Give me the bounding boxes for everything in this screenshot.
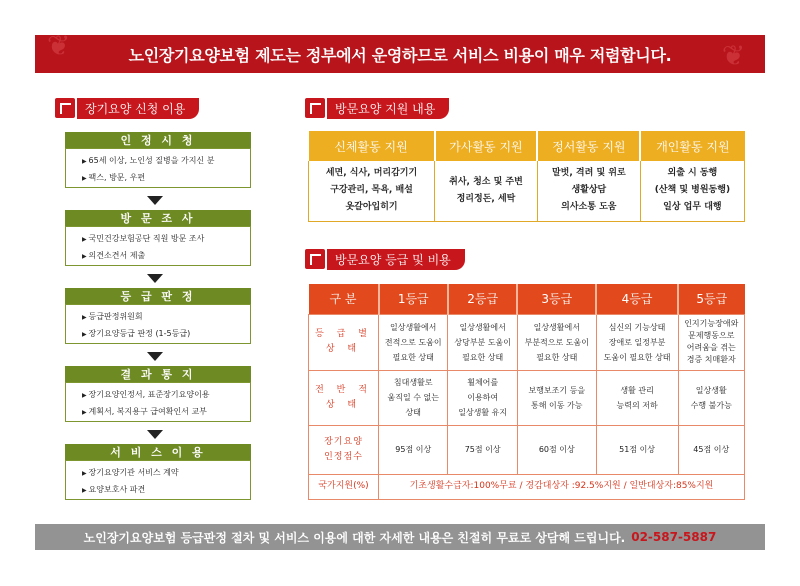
flow-step-box bbox=[65, 460, 251, 500]
grades-header: 5등급 bbox=[678, 284, 744, 314]
grades-header: 1등급 bbox=[379, 284, 448, 314]
fund-value: 기초생활수급자:100%무료 / 경감대상자 :92.5%지원 / 일반대상자:85%지원 bbox=[379, 474, 745, 499]
cell-line: 일상생활 bbox=[695, 385, 727, 395]
flow-item: ▶ 의견소견서 제출 bbox=[82, 248, 244, 265]
services-cell bbox=[537, 161, 640, 221]
services-line: 의사소통 도움 bbox=[561, 202, 617, 213]
services-table bbox=[308, 131, 745, 222]
cell-line: 생활 관리 bbox=[620, 385, 654, 395]
row-label-line: 장기요양 bbox=[324, 436, 363, 447]
cell-line: 필요한 상태 bbox=[392, 352, 434, 362]
brand-logo-icon bbox=[305, 98, 325, 118]
grades-cell: 75점 이상 bbox=[448, 425, 517, 474]
services-header: 가사활동 지원 bbox=[435, 131, 538, 161]
grades-row-label bbox=[309, 425, 379, 474]
cell-line: 일상생활에서 bbox=[533, 322, 580, 332]
cell-line: 심신의 기능상태 bbox=[608, 322, 666, 332]
services-line: 생활상담 bbox=[571, 185, 607, 196]
cell-line: 일상생활 유지 bbox=[458, 408, 508, 417]
services-line: 일상 업무 대행 bbox=[663, 202, 722, 213]
cell-line: 장애로 일정부분 bbox=[608, 337, 666, 347]
grades-cell bbox=[678, 370, 744, 425]
services-line: 취사, 청소 및 주변 bbox=[449, 176, 523, 187]
cell-line: 일상생활에서 bbox=[459, 322, 506, 332]
services-line: 정리정돈, 세탁 bbox=[456, 193, 516, 204]
leaf-decoration-icon: ❦ bbox=[47, 35, 71, 62]
grades-header: 2등급 bbox=[448, 284, 517, 314]
flow-item: ▶ 국민건강보험공단 직원 방문 조사 bbox=[82, 231, 244, 248]
flow-item: ▶ 팩스, 방문, 우편 bbox=[82, 170, 244, 187]
grades-cell bbox=[517, 370, 596, 425]
cell-line: 문제행동으로 bbox=[688, 331, 735, 340]
brand-logo-icon bbox=[55, 98, 75, 118]
cell-line: 부분적으로 도움이 bbox=[524, 337, 589, 347]
section-head-apply bbox=[55, 99, 199, 117]
section-title: 장기요양 신청 이용 bbox=[77, 98, 199, 119]
cell-line: 움직일 수 없는 bbox=[387, 393, 439, 402]
footer-banner bbox=[35, 524, 765, 550]
flow-item: ▶ 장기요양인정서, 표준장기요양이용 bbox=[82, 387, 244, 404]
flow-step-box bbox=[65, 304, 251, 344]
flow-step-title: 서 비 스 이 용 bbox=[65, 444, 251, 460]
cell-line: 도움이 필요한 상태 bbox=[603, 352, 671, 362]
row-label-line: 전 반 적 bbox=[315, 384, 372, 395]
cell-line: 필요한 상태 bbox=[462, 352, 504, 362]
down-arrow-icon bbox=[147, 196, 163, 205]
leaf-decoration-icon: ❦ bbox=[721, 39, 745, 72]
services-line: 외출 시 동행 bbox=[667, 168, 718, 179]
cell-line: 이용하여 bbox=[467, 393, 499, 402]
row-label-line: 등 급 별 bbox=[315, 329, 372, 339]
cell-line: 통해 이동 가능 bbox=[531, 400, 583, 410]
cell-line: 필요한 상태 bbox=[536, 352, 578, 362]
fund-label: 국가지원(%) bbox=[309, 474, 379, 499]
services-line: 세면, 식사, 머리감기기 bbox=[325, 168, 418, 179]
services-header: 신체활동 지원 bbox=[309, 131, 435, 161]
grades-cell bbox=[448, 314, 517, 370]
services-line: 말벗, 격려 및 위로 bbox=[551, 168, 626, 179]
grades-header: 4등급 bbox=[596, 284, 678, 314]
flow-item: ▶ 장기요양기관 서비스 계약 bbox=[82, 465, 244, 482]
cell-line: 휠체어를 bbox=[467, 378, 499, 387]
services-header: 개인활동 지원 bbox=[640, 131, 744, 161]
services-line: 구강관리, 목욕, 배설 bbox=[330, 185, 413, 196]
services-header: 정서활동 지원 bbox=[537, 131, 640, 161]
grades-header: 구 분 bbox=[309, 284, 379, 314]
services-cell bbox=[435, 161, 538, 221]
grades-row-label bbox=[309, 314, 379, 370]
cell-line: 전적으로 도움이 bbox=[384, 337, 442, 347]
grades-cell bbox=[379, 370, 448, 425]
section-head-services bbox=[305, 99, 449, 117]
grades-cell: 60점 이상 bbox=[517, 425, 596, 474]
flow-step-box bbox=[65, 226, 251, 266]
down-arrow-icon bbox=[147, 352, 163, 361]
section-title: 방문요양 등급 및 비용 bbox=[327, 249, 465, 270]
cell-line: 어려움을 겪는 bbox=[686, 343, 736, 352]
services-line: (산책 및 병원동행) bbox=[654, 185, 731, 196]
services-cell bbox=[640, 161, 744, 221]
cell-line: 침대생활로 bbox=[393, 378, 433, 387]
flow-item: ▶ 65세 이상, 노인성 질병을 가지신 분 bbox=[82, 153, 244, 170]
cell-line: 능력의 저하 bbox=[616, 400, 658, 410]
flow-item: ▶ 장기요양등급 판정 (1-5등급) bbox=[82, 326, 244, 343]
services-line: 옷갈아입히기 bbox=[345, 202, 398, 213]
flow-step-title: 결 과 통 지 bbox=[65, 366, 251, 382]
footer-phone[interactable]: 02-587-5887 bbox=[631, 530, 717, 544]
top-banner bbox=[35, 35, 765, 73]
grades-table bbox=[308, 284, 745, 500]
down-arrow-icon bbox=[147, 430, 163, 439]
row-label-line: 인정점수 bbox=[324, 451, 363, 462]
flow-step-box bbox=[65, 382, 251, 422]
flow-step-title: 방 문 조 사 bbox=[65, 210, 251, 226]
footer-text: 노인장기요양보험 등급판정 절차 및 서비스 이용에 대한 자세한 내용은 친절히 무료로 상담해 드립니다. bbox=[83, 530, 626, 545]
flow-step-title: 등 급 판 정 bbox=[65, 288, 251, 304]
section-title: 방문요양 지원 내용 bbox=[327, 98, 449, 119]
grades-header: 3등급 bbox=[517, 284, 596, 314]
cell-line: 일상생활에서 bbox=[390, 322, 437, 332]
section-head-grades bbox=[305, 250, 465, 268]
cell-line: 상당부분 도움이 bbox=[454, 337, 511, 347]
grades-cell bbox=[448, 370, 517, 425]
grades-cell: 95점 이상 bbox=[379, 425, 448, 474]
cell-line: 인지기능장애와 bbox=[684, 319, 739, 328]
grades-cell bbox=[517, 314, 596, 370]
flow-item: ▶ 계획서, 복지용구 급여확인서 교부 bbox=[82, 404, 244, 421]
grades-cell bbox=[379, 314, 448, 370]
grades-cell: 51점 이상 bbox=[596, 425, 678, 474]
grades-cell bbox=[596, 370, 678, 425]
down-arrow-icon bbox=[147, 274, 163, 283]
flow-step-box bbox=[65, 148, 251, 188]
services-cell bbox=[309, 161, 435, 221]
brand-logo-icon bbox=[305, 249, 325, 269]
grades-cell bbox=[596, 314, 678, 370]
grades-cell: 45점 이상 bbox=[678, 425, 744, 474]
banner-title: 노인장기요양보험 제도는 정부에서 운영하므로 서비스 비용이 매우 저렴합니다. bbox=[128, 45, 672, 65]
grades-row-label bbox=[309, 370, 379, 425]
flow-item: ▶ 등급판정위원회 bbox=[82, 309, 244, 326]
flow-item: ▶ 요양보호사 파견 bbox=[82, 482, 244, 499]
cell-line: 보행보조기 등을 bbox=[528, 385, 586, 395]
cell-line: 상태 bbox=[405, 408, 421, 417]
row-label-line: 상 태 bbox=[325, 399, 362, 410]
cell-line: 수행 불가능 bbox=[690, 400, 732, 410]
cell-line: 경증 치매환자 bbox=[686, 355, 736, 364]
row-label-line: 상 태 bbox=[325, 344, 362, 354]
flow-step-title: 인 정 시 청 bbox=[65, 132, 251, 148]
grades-cell bbox=[678, 314, 744, 370]
